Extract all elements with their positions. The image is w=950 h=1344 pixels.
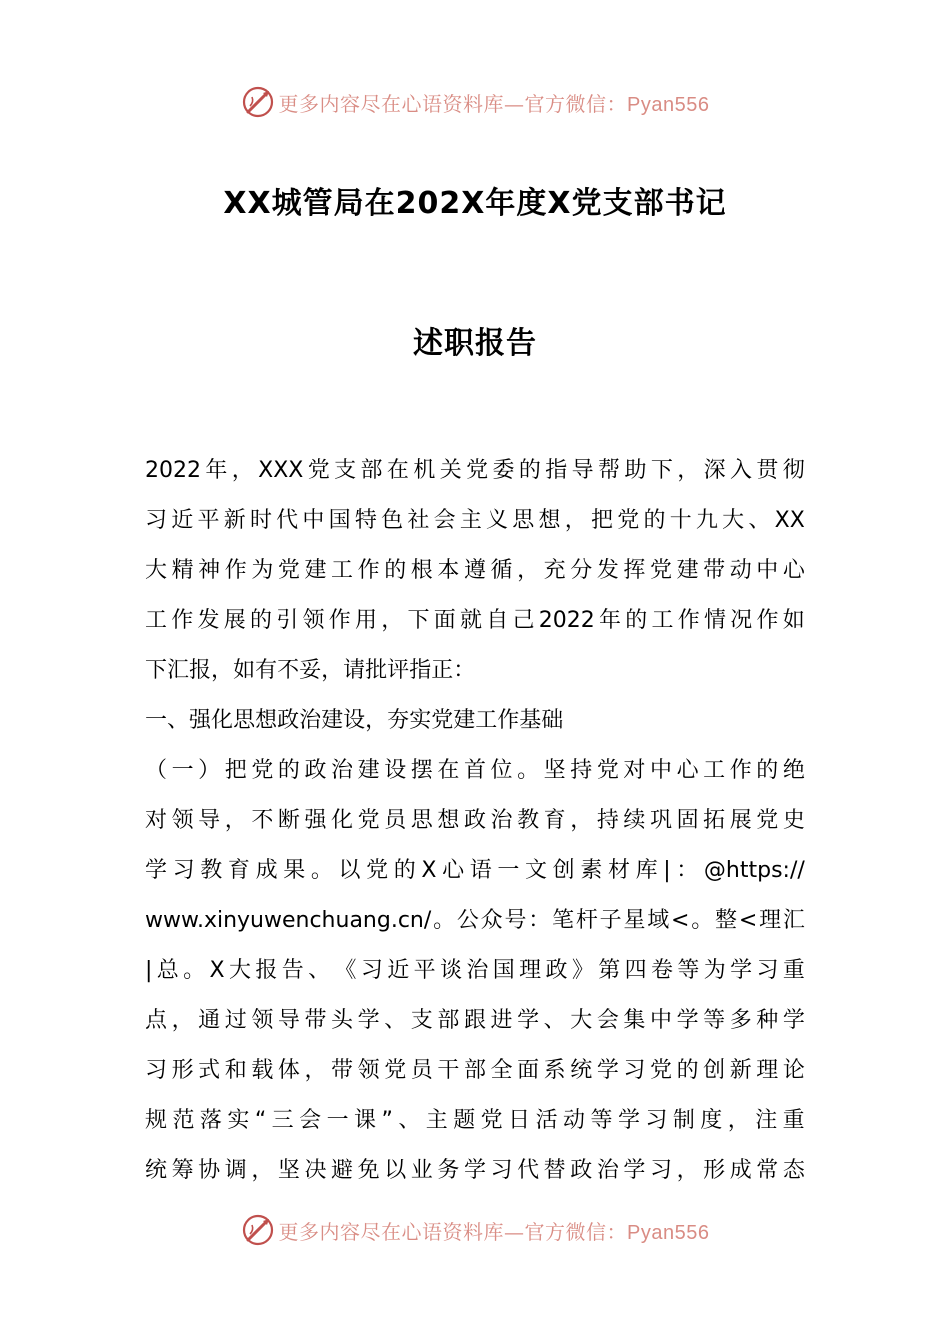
document-title-line-1: XX城管局在202X年度X党支部书记 <box>223 186 727 221</box>
body-line: 2022 年 ， XXX 党 支 部 在 机 关 党 委 的 指 导 帮 助 下 ， 深 入 贯 彻 <box>145 458 805 483</box>
body-line: 对 领 导 ， 不 断 强 化 党 员 思 想 政 治 教 育 ， 持 续 巩 固 拓 展 党 史 <box>145 808 805 833</box>
body-line: 习 近 平 新 时 代 中 国 特 色 社 会 主 义 思 想 ， 把 党 的 十 九 大 、 XX <box>145 508 805 533</box>
body-line: 习 形 式 和 载 体 ， 带 领 党 员 干 部 全 面 系 统 学 习 党 的 创 新 理 论 <box>145 1058 805 1083</box>
body-line: 规 范 落 实 “ 三 会 一 课 ” 、 主 题 党 日 活 动 等 学 习 制 度 ， 注 重 <box>145 1108 805 1133</box>
body-line: 工 作 发 展 的 引 领 作 用 ， 下 面 就 自 己 2022 年 的 工 作 情 况 作 如 <box>145 608 805 633</box>
body-line: （ 一 ） 把 党 的 政 治 建 设 摆 在 首 位 。 坚 持 党 对 中 心 工 作 的 绝 <box>145 758 805 783</box>
pen-logo-icon <box>241 1213 275 1247</box>
body-line: 大 精 神 作 为 党 建 工 作 的 根 本 遵 循 ， 充 分 发 挥 党 建 带 动 中 心 <box>145 558 805 583</box>
banner-slogan: 更多内容尽在心语资料库—官方微信： <box>278 91 628 116</box>
banner-wechat-id: Pyan556 <box>627 93 710 116</box>
header-banner <box>0 82 950 122</box>
footer-banner <box>0 1210 950 1250</box>
section-heading: 一 、 强 化 思 想 政 治 建 设 ， 夯 实 党 建 工 作 基 础 <box>145 708 564 733</box>
body-line: | 总 。 X 大 报 告 、 《 习 近 平 谈 治 国 理 政 》 第 四 卷 等 为 学 习 重 <box>145 958 805 983</box>
pen-logo-icon <box>241 85 275 119</box>
body-line: 统 筹 协 调 ， 坚 决 避 免 以 业 务 学 习 代 替 政 治 学 习 ， 形 成 常 态 <box>145 1158 805 1183</box>
banner-text <box>279 88 710 117</box>
banner-slogan: 更多内容尽在心语资料库—官方微信： <box>278 1219 628 1244</box>
document-title-line-2: 述职报告 <box>413 326 537 361</box>
banner-wechat-id: Pyan556 <box>627 1221 710 1244</box>
body-line: 点 ， 通 过 领 导 带 头 学 、 支 部 跟 进 学 、 大 会 集 中 学 等 多 种 学 <box>145 1008 805 1033</box>
report-body <box>145 446 805 1196</box>
body-line: www.xinyuwenchuang.cn/ 。 公 众 号 ： 笔 杆 子 星 域 < 。 整 < 理 汇 <box>145 908 805 933</box>
body-line: 学 习 教 育 成 果 。 以 党 的 X 心 语 一 文 创 素 材 库 | ： @https:// <box>145 858 805 883</box>
body-line: 下 汇 报 ， 如 有 不 妥 ， 请 批 评 指 正 ： <box>145 658 476 683</box>
banner-text <box>279 1216 710 1245</box>
